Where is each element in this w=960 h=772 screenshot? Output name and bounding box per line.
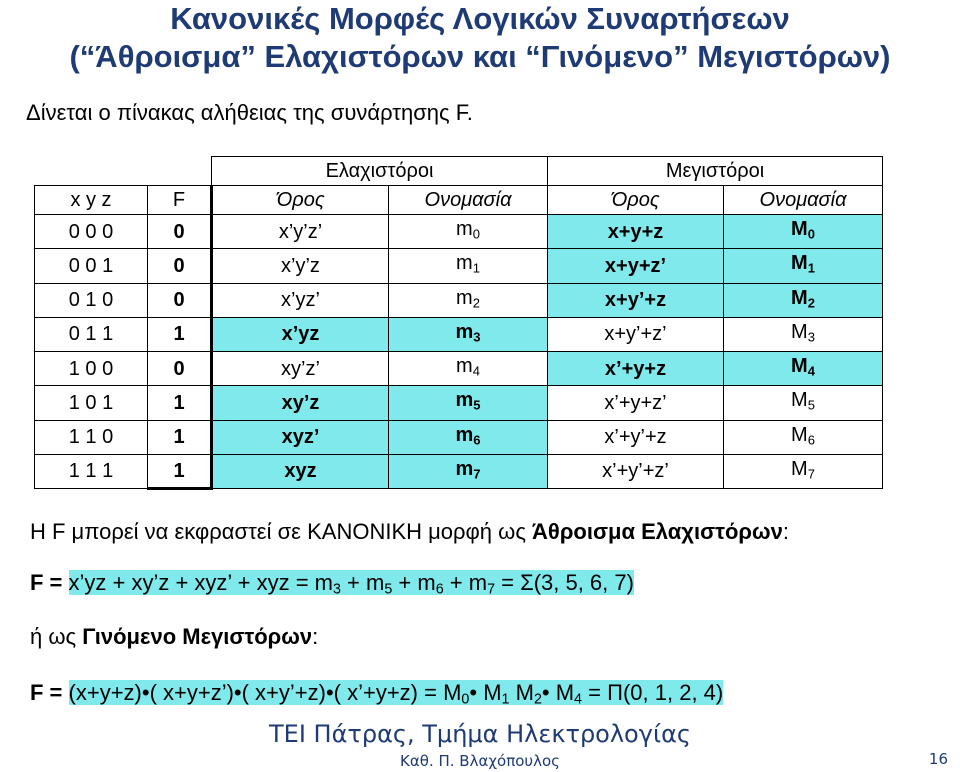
cell-maxterm: x+y+z: [548, 215, 724, 249]
maxterm-symbol: M: [791, 423, 808, 446]
maxterm-symbol: M: [791, 252, 808, 275]
header-min-name: Ονομασία: [389, 186, 548, 215]
sum-m7-index: 7: [487, 581, 496, 598]
canonical-sum-intro: [30, 519, 789, 545]
cell-xyz: 1 0 0: [35, 352, 148, 386]
cell-f: 0: [148, 352, 212, 386]
column-header-row: [35, 186, 883, 215]
prod-M2-symbol: M: [515, 680, 534, 705]
cell-minterm: xyz: [212, 454, 389, 488]
prod-M0-symbol: M: [443, 680, 462, 705]
cell-maxterm: x+y’+z: [548, 283, 724, 317]
cell-f: 1: [148, 454, 212, 488]
minterm-symbol: m: [455, 423, 474, 446]
product-intro-suffix: :: [312, 624, 319, 649]
cell-f: 0: [148, 215, 212, 249]
minterm-symbol: m: [455, 389, 474, 412]
canonical-product-intro: [30, 624, 318, 650]
minterm-index: 7: [473, 466, 481, 481]
cell-minterm-name: [389, 249, 548, 283]
maxterm-index: 7: [807, 466, 815, 481]
footer-author: Καθ. Π. Βλαχόπουλος: [400, 752, 560, 770]
cell-minterm: xy’z: [212, 386, 389, 420]
group-maxterms: Μεγιστόροι: [548, 157, 883, 186]
maxterm-symbol: M: [791, 320, 808, 343]
minterm-index: 4: [472, 363, 480, 379]
maxterm-index: 3: [807, 329, 815, 344]
table-row: [35, 386, 883, 420]
product-intro-prefix: ή ως: [30, 624, 83, 649]
group-minterms: Ελαχιστόροι: [212, 157, 548, 186]
maxterm-index: 5: [807, 397, 815, 413]
prod-dot: •: [469, 680, 484, 705]
maxterm-index: 1: [807, 260, 815, 276]
minterm-symbol: m: [456, 252, 473, 275]
cell-f: 0: [148, 283, 212, 317]
prod-M4-symbol: M: [555, 680, 575, 705]
cell-maxterm: x’+y’+z’: [548, 454, 724, 488]
sum-m5-index: 5: [384, 581, 393, 598]
minterm-index: 5: [473, 397, 481, 413]
prod-M1-index: 1: [501, 691, 510, 708]
cell-maxterm-name: [724, 215, 883, 249]
minterm-index: 2: [472, 294, 480, 310]
maxterm-symbol: M: [791, 389, 808, 412]
minterm-index: 1: [472, 260, 480, 276]
cell-minterm-name: [389, 420, 548, 454]
cell-xyz: 1 1 0: [35, 420, 148, 454]
cell-xyz: 1 1 1: [35, 454, 148, 488]
maxterm-index: 6: [807, 431, 815, 447]
header-min-term: Όρος: [212, 186, 389, 215]
cell-f: 1: [148, 420, 212, 454]
sum-plus: +: [443, 570, 469, 595]
minterm-symbol: m: [456, 355, 473, 377]
minterm-symbol: m: [456, 286, 473, 309]
maxterm-index: 0: [807, 226, 815, 242]
prod-M2-index: 2: [533, 691, 542, 708]
table-row: [35, 215, 883, 249]
minterm-symbol: m: [455, 320, 474, 343]
cell-minterm-name: [389, 454, 548, 488]
header-xyz: x y z: [35, 186, 148, 215]
product-intro-bold: Γινόμενο Μεγιστόρων: [82, 624, 313, 649]
sum-intro-prefix: Η F μπορεί να εκφραστεί σε ΚΑΝΟΝΙΚΗ μορφή ως: [30, 519, 533, 544]
maxterm-symbol: M: [791, 286, 808, 309]
table-row: [35, 317, 883, 351]
table-row: [35, 249, 883, 283]
cell-maxterm-name: [724, 386, 883, 420]
cell-maxterm-name: [724, 249, 883, 283]
prod-formula-tail: = Π(0, 1, 2, 4): [582, 680, 724, 705]
group-header-row: [35, 157, 883, 186]
cell-minterm: x’yz: [212, 317, 389, 351]
minterm-index: 6: [473, 431, 481, 447]
cell-xyz: 0 1 0: [35, 283, 148, 317]
product-of-maxterms-formula: [30, 680, 723, 708]
cell-maxterm: x’+y+z’: [548, 386, 724, 420]
cell-xyz: 0 1 1: [35, 317, 148, 351]
sum-of-minterms-formula: [30, 570, 634, 598]
cell-minterm-name: [389, 317, 548, 351]
table-row: [35, 420, 883, 454]
cell-minterm-name: [389, 283, 548, 317]
table-row: [35, 454, 883, 488]
cell-minterm-name: [389, 352, 548, 386]
maxterm-index: 2: [807, 294, 815, 310]
sum-plus: +: [392, 570, 418, 595]
cell-xyz: 0 0 0: [35, 215, 148, 249]
prod-formula-terms: (x+y+z)•( x+y+z’)•( x+y’+z)•( x’+y+z) =: [68, 680, 444, 705]
maxterm-symbol: M: [791, 355, 808, 377]
cell-maxterm-name: [724, 283, 883, 317]
prod-M0-index: 0: [461, 691, 470, 708]
sum-m3-index: 3: [332, 581, 341, 598]
table-row: [35, 352, 883, 386]
cell-maxterm: x+y+z’: [548, 249, 724, 283]
sum-m3-symbol: m: [314, 570, 333, 595]
sum-m7-symbol: m: [468, 570, 488, 595]
cell-minterm-name: [389, 386, 548, 420]
slide-title-line1: Κανονικές Μορφές Λογικών Συναρτήσεων: [170, 1, 790, 36]
sum-intro-suffix: :: [782, 519, 789, 544]
cell-maxterm: x’+y’+z: [548, 420, 724, 454]
sum-intro-bold: Άθροισμα Ελαχιστόρων: [532, 519, 783, 544]
cell-minterm: xyz’: [212, 420, 389, 454]
cell-xyz: 1 0 1: [35, 386, 148, 420]
header-max-term: Όρος: [548, 186, 724, 215]
minterm-symbol: m: [455, 457, 474, 480]
truth-table: [34, 156, 883, 490]
sum-formula-terms: x’yz + xy’z + xyz’ + xyz =: [68, 570, 315, 595]
cell-minterm: x’yz’: [212, 283, 389, 317]
cell-maxterm-name: [724, 420, 883, 454]
intro-text: Δίνεται ο πίνακας αλήθειας της συνάρτησης F.: [26, 100, 473, 125]
sum-formula-label: F =: [30, 570, 69, 595]
cell-xyz: 0 0 1: [35, 249, 148, 283]
sum-m5-symbol: m: [366, 570, 385, 595]
sum-plus: +: [340, 570, 367, 595]
prod-formula-label: F =: [30, 680, 69, 705]
cell-minterm: xy’z’: [212, 352, 389, 386]
cell-f: 1: [148, 386, 212, 420]
sum-m6-symbol: m: [417, 570, 436, 595]
cell-minterm: x’y’z’: [212, 215, 389, 249]
sum-formula-highlight: [68, 570, 634, 598]
cell-minterm-name: [389, 215, 548, 249]
prod-M4-index: 4: [574, 691, 582, 708]
sum-m6-index: 6: [435, 581, 444, 598]
slide-title-line2: (“Άθροισμα” Ελαχιστόρων και “Γινόμενο” Μεγιστόρων): [69, 39, 891, 74]
minterm-symbol: m: [456, 218, 473, 240]
page-number: 16: [928, 750, 948, 768]
cell-minterm: x’y’z: [212, 249, 389, 283]
sum-formula-tail: = Σ(3, 5, 6, 7): [495, 570, 634, 595]
maxterm-index: 4: [807, 363, 815, 379]
prod-dot: •: [541, 680, 556, 705]
cell-maxterm: x’+y+z: [548, 352, 724, 386]
cell-maxterm-name: [724, 352, 883, 386]
cell-maxterm-name: [724, 317, 883, 351]
footer-institution: ΤΕΙ Πάτρας, Τμήμα Ηλεκτρολογίας: [269, 720, 691, 748]
maxterm-symbol: M: [791, 218, 808, 240]
prod-formula-highlight: [68, 680, 724, 708]
cell-maxterm: x+y’+z’: [548, 317, 724, 351]
minterm-index: 3: [473, 329, 481, 344]
table-row: [35, 283, 883, 317]
maxterm-symbol: M: [791, 457, 808, 480]
cell-maxterm-name: [724, 454, 883, 488]
header-max-name: Ονομασία: [724, 186, 883, 215]
cell-f: 1: [148, 317, 212, 351]
minterm-index: 0: [472, 226, 480, 242]
cell-f: 0: [148, 249, 212, 283]
header-f: F: [148, 186, 212, 215]
prod-M1-symbol: M: [483, 680, 502, 705]
